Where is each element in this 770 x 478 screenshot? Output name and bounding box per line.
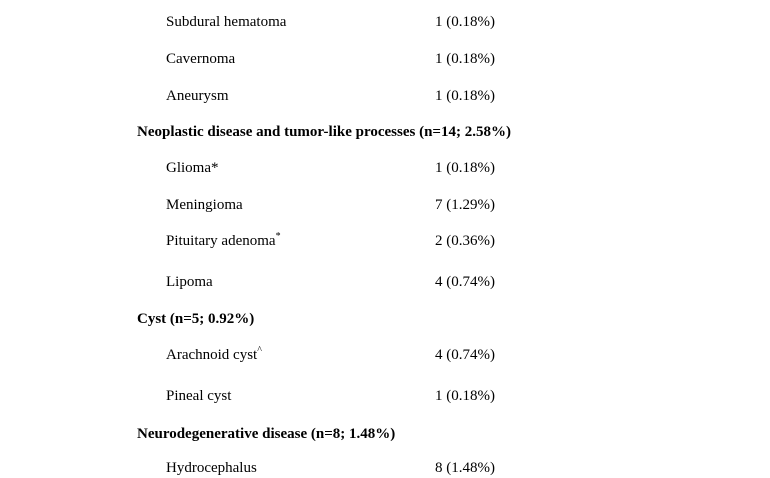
row-value: 4 (0.74%) [435,274,495,290]
table-row-subdural-hematoma [0,12,770,32]
row-label: Pineal cyst [166,388,232,404]
group-heading-neurodegenerative [0,424,770,444]
row-value: 1 (0.18%) [435,51,495,67]
row-label: Cavernoma [166,51,236,67]
row-value: 1 (0.18%) [435,160,495,176]
row-label: Hydrocephalus [166,460,257,476]
table-row-lipoma [0,272,770,292]
row-value: 8 (1.48%) [435,460,495,476]
group-heading-cyst [0,309,770,329]
group-heading-text: Neurodegenerative disease (n=8; 1.48%) [137,426,396,442]
row-value: 4 (0.74%) [435,347,495,363]
row-value: 1 (0.18%) [435,14,495,30]
row-label [166,231,281,251]
group-heading-text: Neoplastic disease and tumor-like processes (n=14; 2.58%) [137,124,511,140]
row-label: Aneurysm [166,88,229,104]
row-value: 1 (0.18%) [435,388,495,404]
table-row-aneurysm [0,86,770,106]
row-label-text: Pituitary adenoma [166,233,276,249]
table-row-glioma [0,158,770,178]
footnote-mark: * [275,231,281,242]
row-label: Lipoma [166,274,213,290]
row-value: 7 (1.29%) [435,197,495,213]
group-heading-neoplastic [0,122,770,142]
row-value: 2 (0.36%) [435,233,495,249]
row-label: Meningioma [166,197,243,213]
row-label-text: Arachnoid cyst [166,347,258,363]
table-row-arachnoid-cyst [0,345,770,365]
row-label [166,345,262,365]
table-row-pineal-cyst [0,386,770,406]
footnote-mark: ^ [257,345,262,356]
row-label: Subdural hematoma [166,14,287,30]
row-label: Glioma* [166,160,219,176]
row-value: 1 (0.18%) [435,88,495,104]
table-row-hydrocephalus [0,458,770,478]
group-heading-text: Cyst (n=5; 0.92%) [137,311,255,327]
table-row-pituitary-adenoma [0,231,770,251]
table-row-meningioma [0,195,770,215]
table-row-cavernoma [0,49,770,69]
